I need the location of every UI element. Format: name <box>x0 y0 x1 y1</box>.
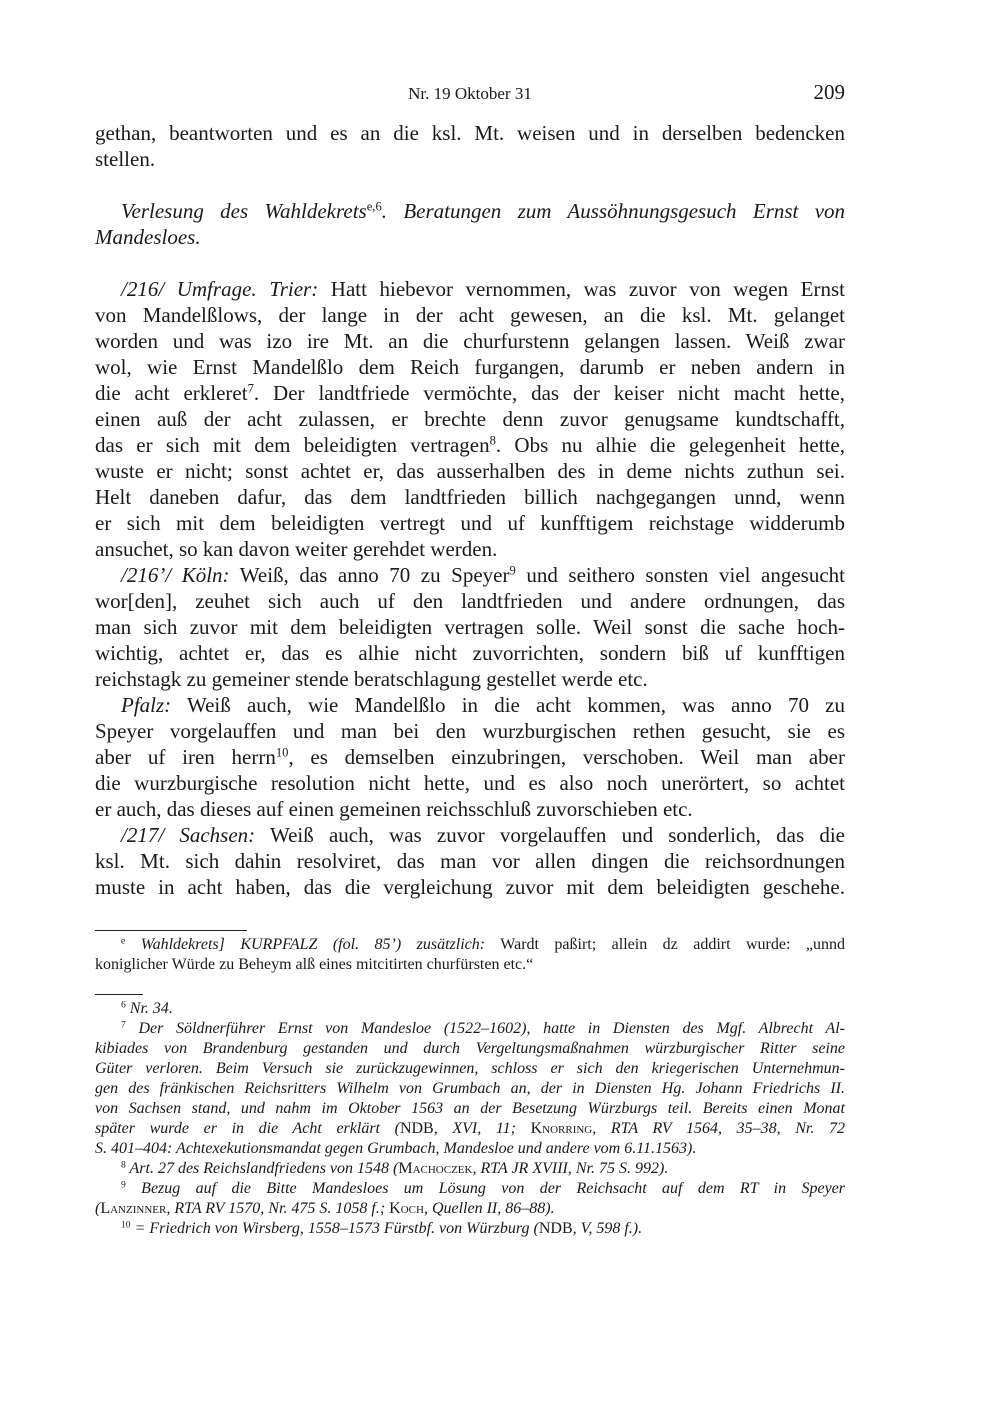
text-segment: muste in acht haben, das die vergleichung zuvor mit dem beleidigten geschehe. <box>95 875 845 899</box>
text-line <box>95 302 845 328</box>
footnotes-rule <box>95 994 143 995</box>
text-line <box>95 354 845 380</box>
text-line <box>95 1219 845 1239</box>
text-segment: von Sachsen stand, und nahm im Oktober 1563 an der Besetzung Würzburgs teil. Bereits einen Monat <box>95 1100 845 1117</box>
text-line <box>95 796 845 822</box>
text-line <box>95 1059 845 1079</box>
text-segment: Hatt hiebevor vernommen, was zuvor von wegen Ernst <box>318 277 845 301</box>
text-segment: Speyer vorgelauffen und man bei den wurzburgischen rethen gesucht, sie es <box>95 719 845 743</box>
text-segment: später wurde er in die Acht erklärt ( <box>95 1120 400 1137</box>
text-line <box>95 692 845 718</box>
text-segment: Wahldekrets] KURPFALZ (fol. 85’) zusätzlich: <box>125 936 486 953</box>
text-segment: Wardt paßirt; allein dz addirt wurde: „unnd <box>485 936 845 953</box>
text-segment: er sich mit dem beleidigten vertregt und uf kunfftigem reichstage widderumb <box>95 511 845 535</box>
text-segment: von Mandelßlows, der lange in der acht gewesen, an die ksl. Mt. gelanget <box>95 303 845 327</box>
text-segment: ( <box>95 1200 101 1217</box>
note-reference: 7 <box>247 381 254 396</box>
text-line <box>95 848 845 874</box>
text-segment: . Der landtfriede vermöchte, das der keiser nicht macht hette, <box>253 381 846 405</box>
text-segment: /217/ Sachsen: <box>121 823 256 847</box>
paragraph <box>95 172 845 250</box>
text-segment: NDB <box>538 1220 573 1237</box>
text-segment: wol, wie Ernst Mandelßlo dem Reich furgangen, darumb er neben andern in <box>95 355 845 379</box>
text-line <box>95 588 845 614</box>
text-segment: wuste er nicht; sonst achtet er, das ausserhalben des in deme nichts zuthun sei. <box>95 459 845 483</box>
text-segment: Machoczek <box>398 1160 473 1177</box>
text-segment: Nr. 34. <box>125 1000 173 1017</box>
paragraph-spacer <box>95 250 845 276</box>
text-segment: gen des fränkischen Reichsritters Wilhelm von Grumbach an, der in Diensten Hg. Johann Friedrichs II. <box>95 1080 845 1097</box>
text-segment: Lanzinner <box>100 1200 167 1217</box>
paragraph <box>95 822 845 900</box>
text-line <box>95 640 845 666</box>
text-line <box>95 484 845 510</box>
text-segment: , RTA JR XVIII, Nr. 75 S. 992). <box>472 1160 669 1177</box>
text-segment: . Beratungen zum Aussöhnungsgesuch Ernst von <box>381 199 846 223</box>
text-line <box>95 224 845 250</box>
text-segment: Art. 27 des Reichslandfriedens von 1548 ( <box>125 1160 399 1177</box>
text-segment: , RTA RV 1564, 35–38, Nr. 72 <box>592 1120 845 1137</box>
note-reference: e <box>121 935 126 947</box>
text-line <box>95 1099 845 1119</box>
note-reference: e,6 <box>366 199 382 214</box>
text-line <box>95 198 845 224</box>
text-segment: man sich zuvor mit dem beleidigten vertragen solle. Weil sonst die sache hoch- <box>95 615 845 639</box>
text-segment: , V, 598 f.). <box>572 1220 643 1237</box>
text-segment: kibiades von Brandenburg gestanden und durch Vergeltungsmaßnahmen würzburgischer Ritter seine <box>95 1040 845 1057</box>
text-segment: /216/ Umfrage. Trier: <box>121 277 319 301</box>
text-segment: Der Söldnerführer Ernst von Mandesloe (1522–1602), hatte in Diensten des Mgf. Albrecht Al- <box>125 1020 845 1037</box>
text-line <box>95 874 845 900</box>
text-segment: aber uf iren herrn <box>95 745 276 769</box>
text-segment: , XVI, 11; <box>433 1120 531 1137</box>
text-line <box>95 536 845 562</box>
text-segment: wichtig, achtet er, das es alhie nicht zuvorrichten, sondern biß uf kunfftigen <box>95 641 845 665</box>
text-line <box>95 510 845 536</box>
text-segment: ansuchet, so kan davon weiter gerehdet werden. <box>95 537 498 561</box>
note-reference: 6 <box>121 999 126 1011</box>
footnotes <box>95 999 845 1239</box>
text-line <box>95 562 845 588</box>
text-segment: . Obs nu alhie die gelegenheit hette, <box>495 433 845 457</box>
text-segment: das er sich mit dem beleidigten vertragen <box>95 433 490 457</box>
text-segment: gethan, beantworten und es an die ksl. Mt. weisen und in derselben bedencken <box>95 121 845 145</box>
text-segment: Mandesloes. <box>95 225 201 249</box>
text-segment: Weiß auch, wie Mandelßlo in die acht kommen, was anno 70 zu <box>171 693 845 717</box>
paragraph-spacer <box>95 172 845 198</box>
text-segment: er auch, das dieses auf einen gemeinen reichsschluß zuvorschieben etc. <box>95 797 693 821</box>
text-segment: , Quellen II, 86–88). <box>423 1200 555 1217</box>
text-segment: NDB <box>399 1120 434 1137</box>
text-line <box>95 744 845 770</box>
text-segment: die acht erkleret <box>95 381 248 405</box>
text-segment: , es demselben einzubringen, verschoben. Weil man aber <box>288 745 845 769</box>
footnote <box>95 1159 845 1179</box>
main-text <box>95 120 845 900</box>
text-segment: koniglicher Würde zu Beheym alß eines mitcitirten churfürsten etc.“ <box>95 956 534 973</box>
text-line <box>95 718 845 744</box>
note-reference: 8 <box>489 433 496 448</box>
paragraph <box>95 692 845 822</box>
paragraph <box>95 250 845 562</box>
note-reference: 10 <box>275 745 289 760</box>
note-reference: 9 <box>121 1179 126 1191</box>
text-segment: ksl. Mt. sich dahin resolviret, das man vor allen dingen die reichsordnungen <box>95 849 845 873</box>
running-title: Nr. 19 Oktober 31 <box>408 84 532 103</box>
text-segment: und seithero sonsten viel angesucht <box>515 563 845 587</box>
text-line <box>95 380 845 406</box>
text-line <box>95 1139 845 1159</box>
paragraph <box>95 120 845 172</box>
text-line <box>95 999 845 1019</box>
text-segment: worden und was izo ire Mt. an die churfurstenn gelangen lassen. Weiß zwar <box>95 329 845 353</box>
text-segment: , RTA RV 1570, Nr. 475 S. 1058 f.; <box>166 1200 390 1217</box>
note-reference: 7 <box>121 1019 126 1031</box>
footnote <box>95 999 845 1019</box>
text-line <box>95 432 845 458</box>
text-segment: Weiß, das anno 70 zu Speyer <box>229 563 510 587</box>
text-segment: /216’/ Köln: <box>121 563 230 587</box>
text-segment: wor[den], zeuhet sich auch uf den landtfrieden und andere ordnungen, das <box>95 589 845 613</box>
text-line <box>95 1199 845 1219</box>
paragraph <box>95 562 845 692</box>
text-segment: die wurzburgische resolution nicht hette, und es also noch unerörtert, so achtet <box>95 771 845 795</box>
text-line <box>95 770 845 796</box>
footnote <box>95 1019 845 1159</box>
text-line <box>95 276 845 302</box>
text-line <box>95 822 845 848</box>
text-line <box>95 1179 845 1199</box>
text-segment: Güter verloren. Beim Versuch sie zurückzugewinnen, schloss er sich den kriegerischen Unternehmun- <box>95 1060 845 1077</box>
textual-notes-rule <box>95 930 247 931</box>
page-number: 209 <box>813 80 845 104</box>
text-segment: Koch <box>389 1200 424 1217</box>
text-line <box>95 1019 845 1039</box>
note-reference: 10 <box>121 1219 131 1231</box>
note-reference: 8 <box>121 1159 126 1171</box>
text-segment: = Friedrich von Wirsberg, 1558–1573 Fürstbf. von Würzburg ( <box>130 1220 539 1237</box>
text-line <box>95 406 845 432</box>
text-segment: S. 401–404: Achtexekutionsmandat gegen Grumbach, Mandesloe und andere vom 6.11.1563). <box>95 1140 697 1157</box>
text-segment: Verlesung des Wahldekrets <box>121 199 367 223</box>
text-line <box>95 458 845 484</box>
text-line <box>95 328 845 354</box>
page-header <box>95 80 845 108</box>
text-line <box>95 666 845 692</box>
footnote <box>95 1219 845 1239</box>
text-line <box>95 146 845 172</box>
text-segment: Bezug auf die Bitte Mandesloes um Lösung von der Reichsacht auf dem RT in Speyer <box>125 1180 845 1197</box>
text-line <box>95 120 845 146</box>
text-segment: Knorring <box>530 1120 593 1137</box>
text-segment: stellen. <box>95 147 156 171</box>
textual-note <box>95 935 845 975</box>
text-segment: Weiß auch, was zuvor vorgelauffen und sonderlich, das die <box>255 823 846 847</box>
text-line <box>95 1079 845 1099</box>
note-reference: 9 <box>509 563 516 578</box>
text-segment: Pfalz: <box>121 693 172 717</box>
text-segment: reichstagk zu gemeiner stende beratschlagung gestellet werde etc. <box>95 667 648 691</box>
text-segment: einen auß der acht zulassen, er brechte denn zuvor genugsame kundtschafft, <box>95 407 845 431</box>
text-line <box>95 935 845 955</box>
textual-notes <box>95 935 845 975</box>
text-line <box>95 614 845 640</box>
text-line <box>95 1119 845 1139</box>
text-line <box>95 955 845 975</box>
text-line <box>95 1039 845 1059</box>
text-line <box>95 1159 845 1179</box>
text-segment: Helt daneben dafur, das dem landtfrieden billich nachgegangen unnd, wenn <box>95 485 845 509</box>
footnote <box>95 1179 845 1219</box>
